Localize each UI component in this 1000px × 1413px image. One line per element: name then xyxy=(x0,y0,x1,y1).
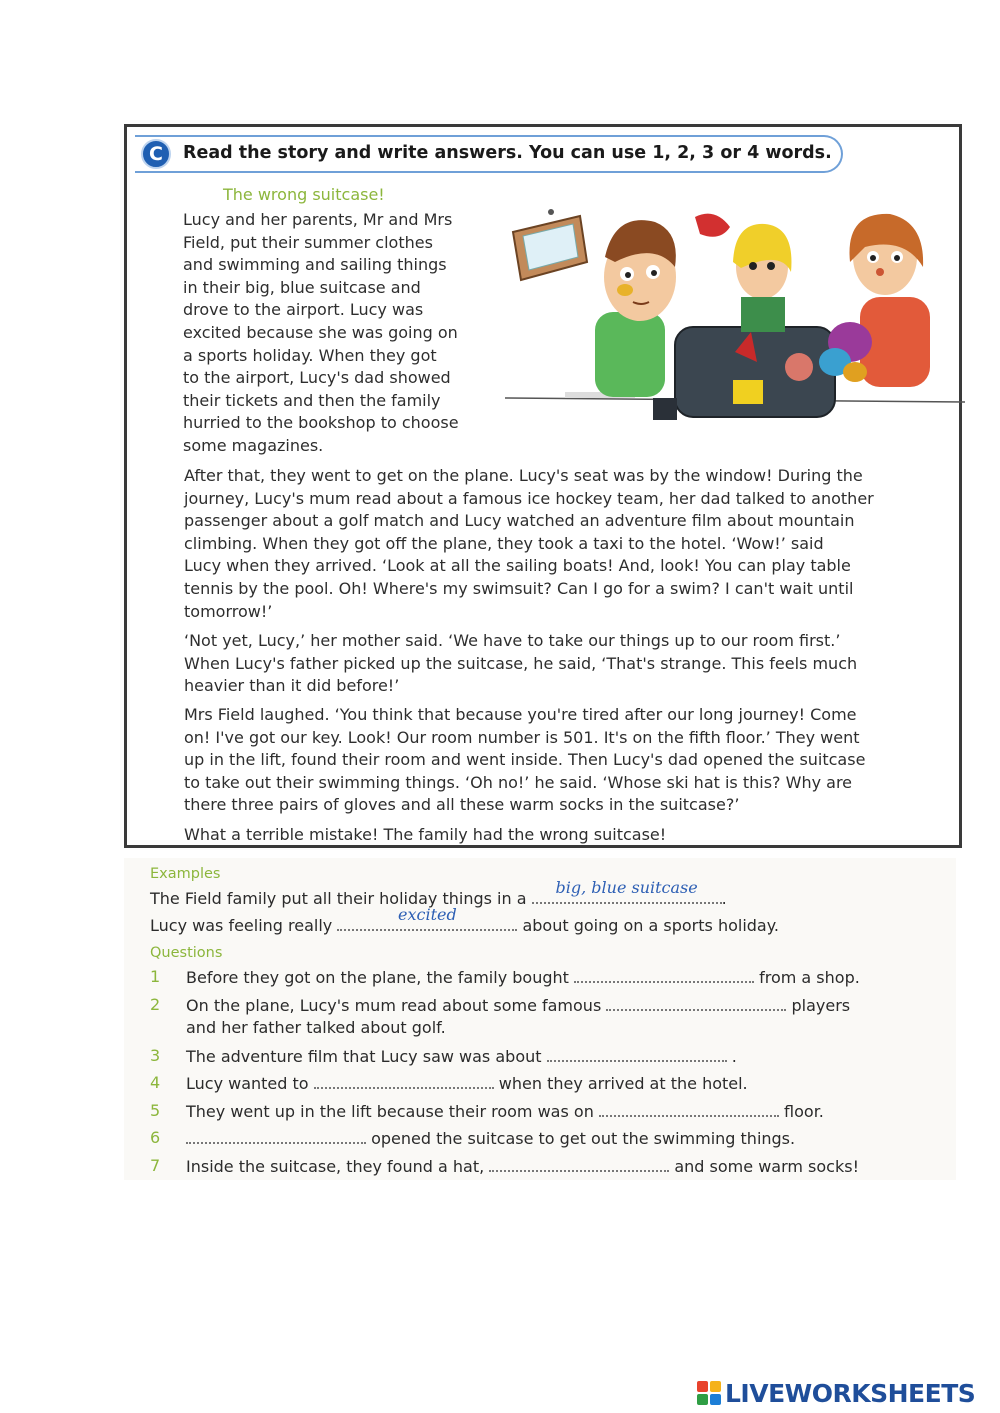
question-3: The adventure film that Lucy saw was about . xyxy=(186,1047,737,1066)
question-2: On the plane, Lucy's mum read about some famous players xyxy=(186,996,851,1015)
wall-mirror-icon xyxy=(513,209,587,280)
suitcase-icon xyxy=(653,327,835,420)
story-paragraph-1: Lucy and her parents, Mr and Mrs Field, put their summer clothes and swimming and sailing things in their big, blue suitcase and drove to the airport. Lucy was excited because she was going on a sports holiday. When they got to the airport, Lucy's dad showed their tickets and then the family hurried to the bookshop to choose some magazines. xyxy=(183,210,459,455)
example-1-answer: big, blue suitcase xyxy=(532,888,722,904)
example-2: Lucy was feeling really excited about going on a sports holiday. xyxy=(150,905,779,935)
question-7-blank[interactable] xyxy=(489,1156,669,1172)
story-box xyxy=(124,124,962,848)
question-7: Inside the suitcase, they found a hat, and some warm socks! xyxy=(186,1157,859,1176)
examples-label: Examples xyxy=(150,866,221,882)
logo-grid-icon xyxy=(697,1381,721,1405)
brand-name: LIVEWORKSHEETS xyxy=(725,1378,976,1408)
story-title: The wrong suitcase! xyxy=(223,185,385,204)
question-4-number: 4 xyxy=(150,1073,161,1092)
questions-label: Questions xyxy=(150,945,223,961)
question-6-number: 6 xyxy=(150,1128,161,1147)
question-4: Lucy wanted to when they arrived at the hotel. xyxy=(186,1074,748,1093)
question-1: Before they got on the plane, the family bought from a shop. xyxy=(186,968,860,987)
question-6-blank[interactable] xyxy=(186,1128,366,1144)
story-paragraph-3: ‘Not yet, Lucy,’ her mother said. ‘We have to take our things up to our room first.’ When Lucy's father picked up the suitcase, he said, ‘That's strange. This feels much heavier than it did before!’ xyxy=(184,631,858,696)
question-3-blank[interactable] xyxy=(547,1046,727,1062)
answers-section xyxy=(124,858,956,1180)
section-badge: C xyxy=(141,139,171,169)
question-3-number: 3 xyxy=(150,1046,161,1065)
story-illustration xyxy=(505,202,965,427)
story-paragraph-2: After that, they went to get on the plane. Lucy's seat was by the window! During the journey, Lucy's mum read about a famous ice hockey team, her dad talked to another passenger about a golf match and Lucy watched an adventure film about mountain climbing. When they got off the plane, they took a taxi to the hotel. ‘Wow!’ said Lucy when they arrived. ‘Look at all the sailing boats! And, look! You can play table tennis by the pool. Oh! Where's my swimsuit? Can I go for a swim? I can't wait until tomorrow!’ xyxy=(184,466,874,621)
question-4-blank[interactable] xyxy=(314,1073,494,1089)
question-7-number: 7 xyxy=(150,1156,161,1175)
question-5: They went up in the lift because their room was on floor. xyxy=(186,1102,824,1121)
question-1-blank[interactable] xyxy=(574,967,754,983)
example-2-answer: excited xyxy=(337,915,517,931)
question-2-blank[interactable] xyxy=(606,995,786,1011)
liveworksheets-logo xyxy=(697,1377,975,1409)
question-2-line-2: and her father talked about golf. xyxy=(186,1018,446,1037)
father-figure xyxy=(595,220,676,397)
question-6: opened the suitcase to get out the swimming things. xyxy=(186,1128,795,1148)
question-5-number: 5 xyxy=(150,1101,161,1120)
mother-figure xyxy=(819,214,930,387)
instruction-text: Read the story and write answers. You can use 1, 2, 3 or 4 words. xyxy=(183,143,832,163)
story-paragraph-5: What a terrible mistake! The family had the wrong suitcase! xyxy=(184,825,667,844)
lucy-figure xyxy=(695,214,791,332)
question-2-number: 2 xyxy=(150,995,161,1014)
story-paragraph-4: Mrs Field laughed. ‘You think that because you're tired after our long journey! Come on! I've got our key. Look! Our room number is 501. It's on the fifth floor.’ They went up in the lift, found their room and went inside. Then Lucy's dad opened the suitcase to take out their swimming things. ‘Oh no!’ he said. ‘Whose ski hat is this? Why are there three pairs of gloves and all these warm socks in the suitcase?’ xyxy=(184,705,866,815)
example-1: The Field family put all their holiday things in a big, blue suitcase . xyxy=(150,878,727,908)
question-5-blank[interactable] xyxy=(599,1101,779,1117)
question-1-number: 1 xyxy=(150,967,161,986)
